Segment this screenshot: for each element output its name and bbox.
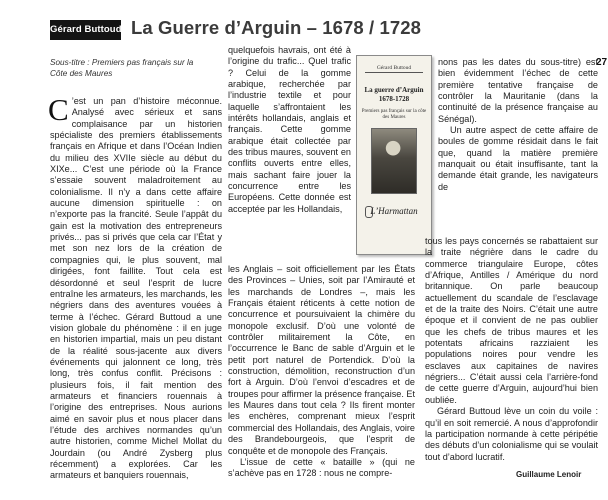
cover-title: La guerre d’Arguin 1678-1728 [364, 86, 424, 103]
column-1-text: ’est un pan d’histoire méconnue. Analysé avec sérieux et sans complaisance par un historien spécialiste des premiers établissements français en Afrique et dans l’Océan Indien du milieu des XVIIe siècle au début du XIXe... C’est une période où la France s’essaie souvent maladroitement au colonialisme. Il n’y a dans cette affaire aucune dimension spirituelle : on n’exporte pas la francité. Seule l’appât du gain est la motivation des entrepreneurs privés... pas si privés que cela car l’État y met son nez lors de la création de compagnies qui, le plus souvent, mal dirigées, font faillite. Tout cela est désordonné et seul l’esprit de lucre entraîne les armateurs, les marchands, les négriers dans des aventures vouées à terme à l’échec. Gérard Buttoud a une vision globale du phénomène : il en juge en historien impartial, mais un peu distant de la réalité sous-jacente aux divers événements qui jalonnent ce long, très long, très confus conflit. Précisons : plusieurs fois, il fait mention des armateurs et financiers rouennais à l’origine des entreprises. Nous aurions aimé en savoir plus et nous placer dans l’étude des archives normandes qu’un autre historien, comme Michel Mollat du Jourdain (ou André Zysberg plus récemment) a explorées. Car les armateurs et banquiers rouennais, [50, 96, 222, 481]
cover-illustration [371, 128, 417, 194]
column-3-top-text: nons pas les dates du sous-titre) est bien évidemment l’échec de cette première tentative française de contrôler la Mauritanie (dans la continuité de la présence française au Sénégal). [438, 57, 598, 124]
column-2-bottom-text: les Anglais – soit officiellement par les États des Provinces – Unies, soit par l’Amirauté et les marchands de Londres –, mais les Français étaient réticents à cette notion de concurrence et poursuivaient la chimère du monopole exclusif. D’où une volonté de contrôler militairement la Côte, en l’occurrence le Banc de sable d’Arguin et le petit port naturel de Portendick. D’où la construction, démolition, reconstruction d’un fort à Arguin. D’où l’envoi d’escadres et de troupes pour affirmer la présence française. Et les Maures dans tout cela ? Ils firent monter les enchères, comprenant mieux l’esprit commercial des Hollandais, des Anglais, voire des Brandebourgeois, que l’esprit de conquête et de monopole des Français. [228, 264, 415, 456]
article-column-3-bottom [425, 236, 598, 463]
cover-author: Gérard Buttoud [376, 65, 412, 71]
article-subtitle: Sous-titre : Premiers pas français sur la Côte des Maures [50, 58, 194, 78]
column-3-closing-paragraph: Gérard Buttoud lève un coin du voile : qu’il en soit remercié. A nous d’approfondir la participation normande à cette péripétie des débuts d’un colonialisme qui se voulait tout d’abord lucratif. [425, 406, 598, 462]
review-signature: Guillaume Lenoir [516, 470, 582, 479]
book-cover-image [356, 55, 432, 255]
article-column-3-top [438, 57, 598, 193]
cover-rule [365, 72, 423, 73]
page-title: La Guerre d’Arguin – 1678 / 1728 [131, 17, 422, 38]
column-2-last-paragraph: L’issue de cette « bataille » (qui ne s’achève pas en 1728 : nous ne compre- [228, 456, 415, 479]
article-column-2-bottom [228, 264, 415, 480]
article-column-2-top [228, 45, 351, 215]
article-column-1 [48, 92, 222, 482]
drop-cap: C [48, 92, 69, 127]
author-label: Gérard Buttoud [50, 20, 121, 40]
page-number: 27 [596, 57, 608, 68]
column-3-indent-paragraph: Un autre aspect de cette affaire de boules de gomme résidait dans le fait que, quand la matière première manquait ou était insuffisante, tant la demande était grande, les navigateurs de [438, 125, 598, 192]
cover-publisher: L’Harmattan [370, 206, 418, 216]
cover-subtitle: Premiers pas français sur la côte des Maures [361, 109, 427, 120]
column-2-top-text: quelquefois havrais, ont été à l’origine du trafic... Quel trafic ? Celui de la gomme arabique, recherchée par l’industrie textile et pour laquelle s’affrontaient les intérêts hollandais, anglais et français. Cette gomme arabique était collectée par des tribus maures, souvent en conflits ouverts entre elles, mais sachant faire jouer la concurrence entre les Européens. Cette donnée est acceptée par les Hollandais, [228, 45, 351, 214]
column-3-bottom-text: tous les pays concernés se rabattaient sur la traite négrière dans le cadre du commerce triangulaire Europe, côtes d’Afrique, Antilles / Amérique du nord britannique. On parle beaucoup actuellement du scandale de l’esclavage et de la traite des Noirs. C’était une autre époque et il convient de ne pas oublier que les chefs de tribus maures et les potentats africains razziaient les populations noires pour vendre les esclaves aux capitaines de navires négriers... C’était aussi cela l’arrière-fond de cette guerre d’Arguin, aujourd’hui bien oubliée. [425, 236, 598, 405]
